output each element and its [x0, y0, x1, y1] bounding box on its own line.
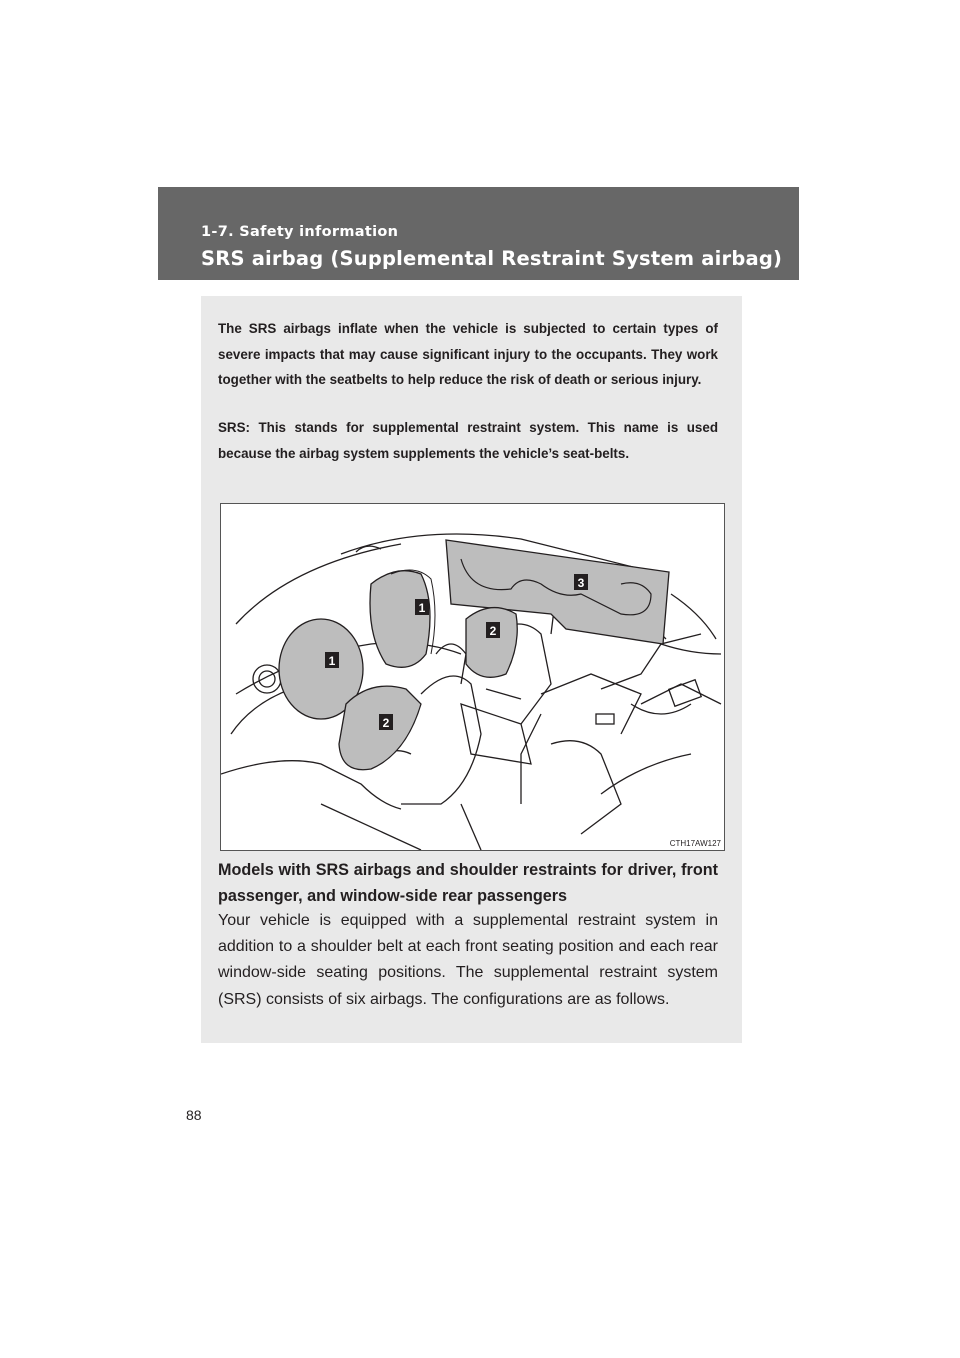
callout-1-upper [415, 599, 429, 615]
callout-2-lower [379, 714, 393, 730]
callout-2-upper [486, 622, 500, 638]
section-heading: Models with SRS airbags and shoulder restraints for driver, front passenger, and window-side rear passengers [218, 861, 718, 905]
passenger-side-airbag [466, 608, 517, 678]
srs-definition-paragraph: SRS: This stands for supplemental restraint system. This name is used because the airbag system supplements the vehicle’s seat-belts. [218, 420, 718, 461]
svg-text:2: 2 [489, 624, 497, 638]
section-body: Your vehicle is equipped with a supplemental restraint system in addition to a shoulder belt at each front seating position and each rear window-side seating positions. The supplemental restraint system (SRS) consists of six airbags. The configurations are as follows. [218, 912, 718, 1008]
intro-paragraph: The SRS airbags inflate when the vehicle is subjected to certain types of severe impacts that may cause significant injury to the occupants. They work together with the seatbelts to help reduce the risk of death or serious injury. [218, 321, 718, 387]
section-label: 1-7. Safety information [201, 224, 399, 240]
callout-3 [574, 574, 588, 590]
page-title: SRS airbag (Supplemental Restraint System airbag) [201, 247, 783, 270]
driver-side-airbag [370, 571, 430, 668]
page-number: 88 [186, 1107, 202, 1123]
svg-text:3: 3 [577, 576, 585, 590]
airbag-illustration [220, 503, 725, 851]
callout-1-lower [325, 652, 339, 668]
svg-text:1: 1 [328, 654, 336, 668]
svg-text:1: 1 [418, 601, 426, 615]
figure-code: CTH17AW127 [669, 839, 721, 848]
svg-text:2: 2 [382, 716, 390, 730]
car-interior-drawing [221, 504, 724, 850]
